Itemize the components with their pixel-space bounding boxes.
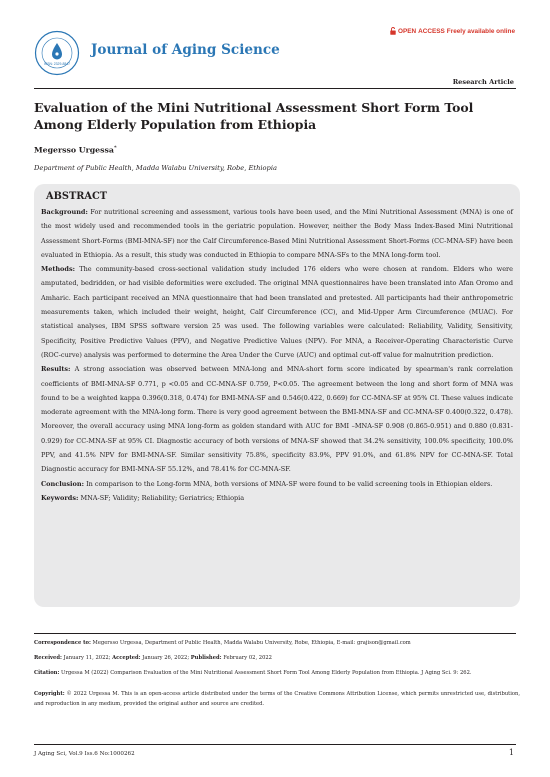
journal-title[interactable]: Journal of Aging Science xyxy=(91,42,280,58)
author-name xyxy=(34,145,117,155)
correspondence-label: Correspondence to: xyxy=(34,640,91,646)
copyright-label: Copyright: xyxy=(34,691,65,697)
results-text: A strong association was observed between MNA-long and MNA-short form score indicated by spearman's rank correlation coefficients of BMI-MNA-SF 0.771, p <0.05 and CC-MNA-SF 0.759, P<0.05. The agreement between the long and short form of MNA was found to be a weighted kappa 0.396(0.318, 0.474) for BMI-MNA-SF and 0.546(0.422, 0.669) for CC-MNA-SF at 95% CI. These values indicate moderate agreement with the MNA-long form. There is very good agreement between the BMI-MNA-SF and CC-MNA-SF 0.400(0.322, 0.478). Moreover, the overall accuracy using MNA long-form as golden standard with AUC for BMI –MNA-SF 0.908 (0.865-0.951) and 0.880 (0.831-0.929) for CC-MNA-SF at 95% CI. Diagnostic accuracy of both versions of MNA-SF showed that 34.2% sensitivity, 100.0% specificity, 100.0% PPV, and 41.5% NPV for BMI-MNA-SF. Similar sensitivity 75.8%, specificity 83.9%, PPV 91.0%, and 61.8% NPV for CC-MNA-SF. Total Diagnostic accuracy for BMI-MNA-SF 55.12%, and 78.41% for CC-MNA-SF. xyxy=(41,365,513,474)
conclusion-text: In comparison to the Long-form MNA, both versions of MNA-SF were found to be valid screening tools in Ethiopian elders. xyxy=(86,479,493,488)
dates-line xyxy=(34,654,520,664)
abstract-background xyxy=(41,205,513,262)
logo-issn-text: ISSN: 2329-8847 xyxy=(43,62,71,66)
citation-text: Urgessa M (2022) Comparison Evaluation of the Mini Nutritional Assessment Short Form Tool Among Elderly Population from Ethiopia. J Aging Sci. 9: 262. xyxy=(61,670,472,676)
page-number: 1 xyxy=(508,748,514,757)
abstract-keywords xyxy=(41,491,513,505)
citation-label: Citation: xyxy=(34,670,60,676)
open-access-bold: ACCESS xyxy=(418,27,445,35)
abstract-methods xyxy=(41,262,513,362)
keywords-text: MNA-SF; Validity; Reliability; Geriatrics; Ethiopia xyxy=(80,493,245,502)
copyright-line xyxy=(34,690,520,709)
abstract-conclusion xyxy=(41,477,513,491)
methods-text: The community-based cross-sectional validation study included 176 elders who were chosen at random. Elders who were amputated, bedridden, or had visible deformities were excluded. The original MNA questionnaires have been translated into Afan Oromo and Amharic. Each participant received an MNA questionnaire that had been translated and pretested. All participants had their anthropometric measurements taken, which included their weight, height, Calf Circumference (CC), and Mid-Upper Arm Circumference (MUAC). For statistical analyses, IBM SPSS software version 25 was used. The following variables were calculated: Reliability, Validity, Sensitivity, Specificity, Positive Predictive Values (PPV), and Negative Predictive Values (NPV). For MNA, a Receiver-Operating Characteristic Curve (ROC-curve) analysis was performed to determine the Area Under the Curve (AUC) and optimal cut-off value for malnutrition prediction. xyxy=(41,265,513,359)
copyright-text: © 2022 Urgessa M. This is an open-access article distributed under the terms of the Creative Commons Attribution License, which permits unrestricted use, distribution, and reproduction in any medium, provided the original author and source are credited. xyxy=(34,691,520,707)
citation-line xyxy=(34,669,520,679)
page-footer-divider xyxy=(34,744,516,745)
page-footer-reference: J Aging Sci, Vol.9 Iss.6 No:1000262 xyxy=(34,751,135,757)
open-lock-icon xyxy=(390,27,396,35)
correspondence-line xyxy=(34,639,520,649)
results-label: Results: xyxy=(41,365,71,374)
accepted-label: Accepted: xyxy=(112,655,141,661)
footer-divider xyxy=(34,633,516,634)
abstract-body xyxy=(41,205,513,505)
abstract-heading: ABSTRACT xyxy=(46,191,108,202)
background-text: For nutritional screening and assessment, various tools have been used, and the Mini Nutritional Assessment (MNA) is one of the most widely used and recommended tools in the geriatric population. However, neither the Body Mass Index-Based Mini Nutritional Assessment Short-Forms (BMI-MNA-SF) nor the Calf Circumference-Based Mini Nutritional Assessment Short-Forms (CC-MNA-SF) have been evaluated in Ethiopia. As a result, this study was conducted in Ethiopia to compare MNA-SFs to the MNA long-form tool. xyxy=(41,208,513,259)
correspondence-text[interactable]: Megersso Urgessa, Department of Public Health, Madda Walabu University, Robe, Ethiopia, E-mail: grajison@gmail.com xyxy=(92,640,411,646)
open-access-prefix: OPEN xyxy=(398,27,417,35)
paper-title: Evaluation of the Mini Nutritional Assessment Short Form Tool Among Elderly Population from Ethiopia xyxy=(34,100,474,132)
open-access-suffix: Freely available online xyxy=(446,27,515,35)
author-name-text: Megersso Urgessa xyxy=(34,145,114,155)
published-date: February 02, 2022 xyxy=(223,655,272,661)
published-label: Published: xyxy=(190,655,222,661)
author-affiliation: Department of Public Health, Madda Walabu University, Robe, Ethiopia xyxy=(34,164,277,172)
accepted-date: January 26, 2022; xyxy=(142,655,190,661)
abstract-box xyxy=(34,184,520,607)
article-type: Research Article xyxy=(452,78,514,86)
corresponding-author-mark: * xyxy=(113,145,117,151)
received-label: Received: xyxy=(34,655,62,661)
open-access-badge xyxy=(390,27,515,35)
journal-logo xyxy=(34,30,80,76)
abstract-results xyxy=(41,362,513,476)
keywords-label: Keywords: xyxy=(41,493,79,502)
methods-label: Methods: xyxy=(41,265,75,274)
received-date: January 11, 2022; xyxy=(63,655,111,661)
background-label: Background: xyxy=(41,208,88,216)
header-divider xyxy=(34,88,516,89)
conclusion-label: Conclusion: xyxy=(41,479,84,488)
